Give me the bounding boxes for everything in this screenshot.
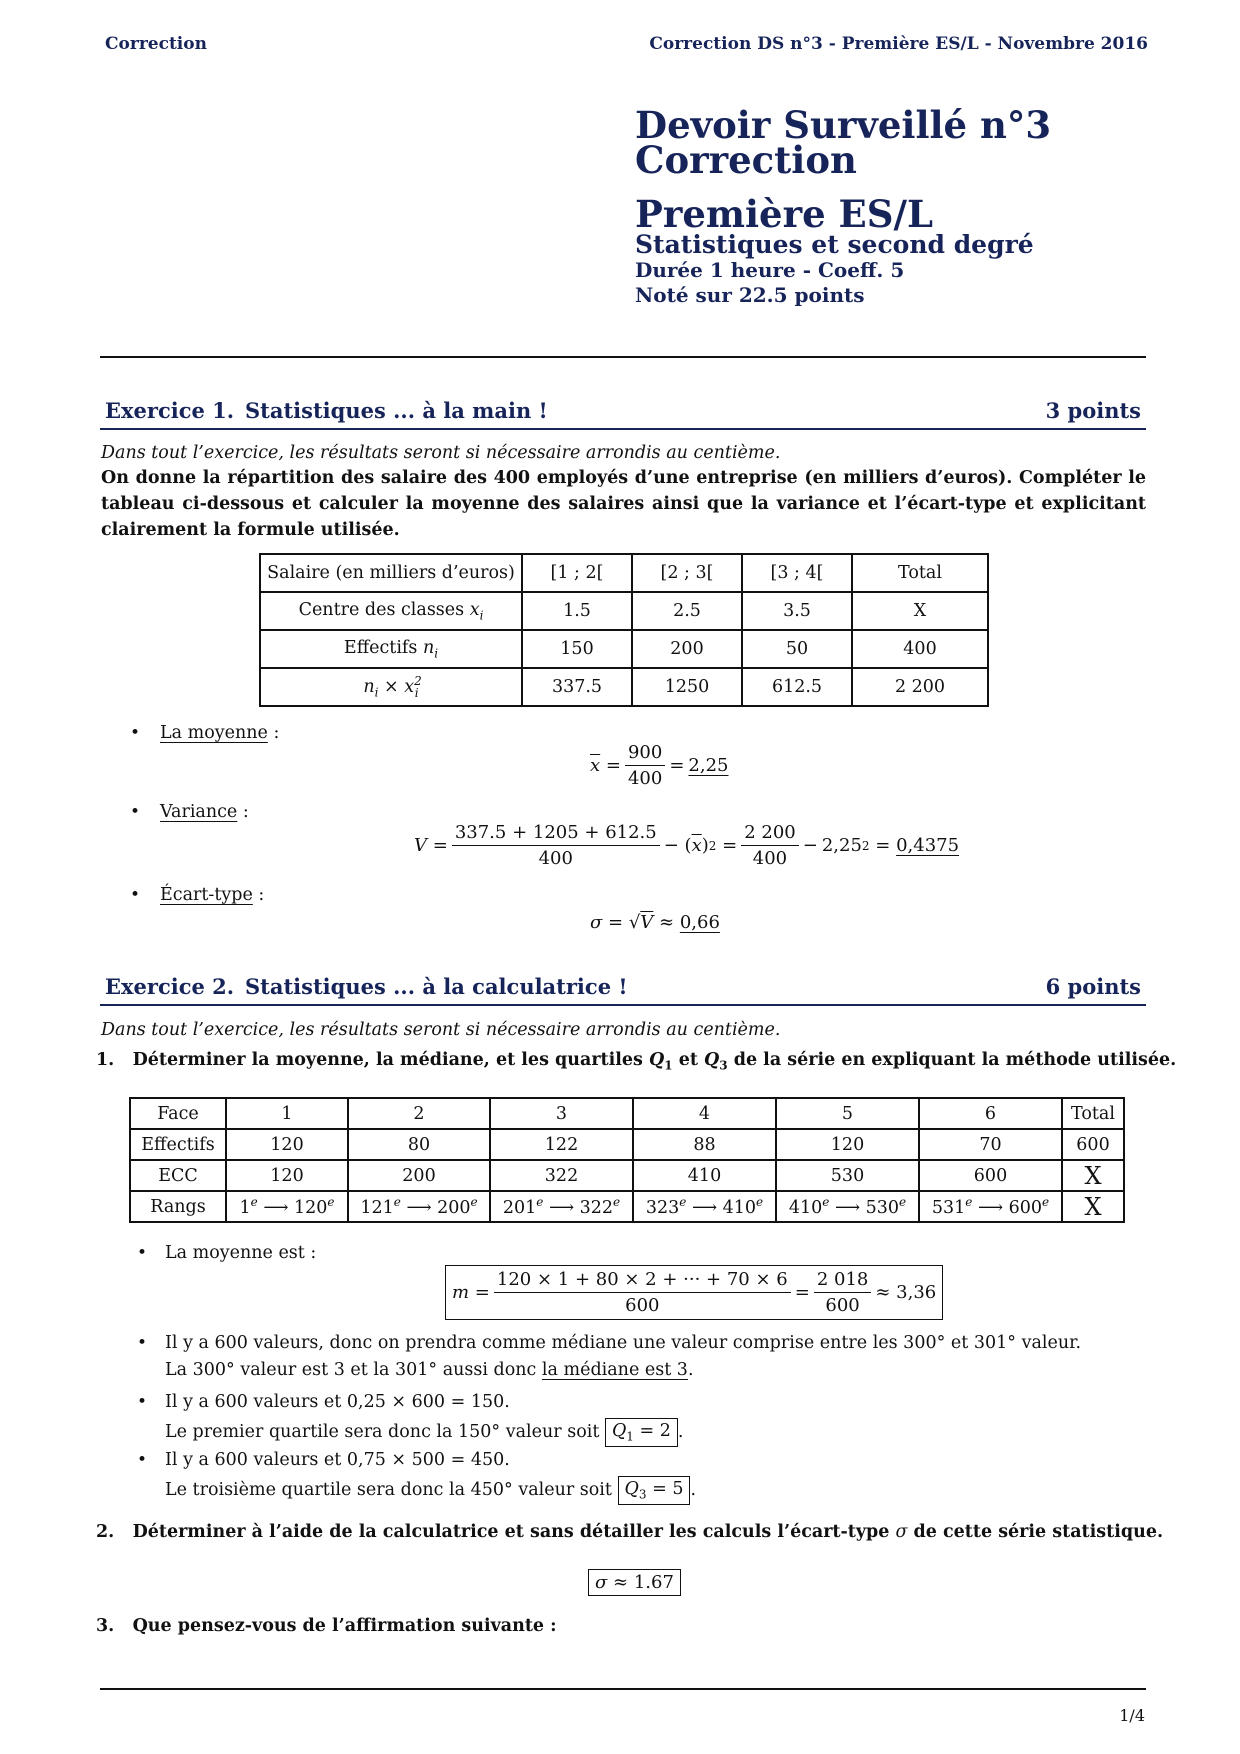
title-block (635, 103, 1052, 308)
table-cell: [1 ; 2[ (522, 554, 632, 592)
variance-equation: V = $\frac{337.5 + 1205 + 612.5}{400}$ − ( $\overline{x}$ ) 2 = $\frac{2 200}{400}$ − 2,25 2 = 0,4375 (414, 822, 960, 869)
table-cell: 3 (490, 1098, 633, 1129)
bullet-icon: • (130, 723, 141, 743)
exercise2-intro: Dans tout l’exercice, les résultats seront si nécessaire arrondis au centième. (101, 1020, 781, 1040)
table-cell: 322 (490, 1160, 633, 1191)
table-cell: 121e ⟶ 200e (348, 1191, 490, 1222)
math-ni-xi2: $n_i \times x^2_i$ (363, 674, 422, 700)
bullet-icon: • (130, 885, 141, 905)
table-cell: 88 (633, 1129, 776, 1160)
table-cell: 530 (776, 1160, 919, 1191)
sigma-box: σ ≈ 1.67 (588, 1569, 681, 1596)
table-cell: Rangs (130, 1191, 226, 1222)
table-cell: Salaire (en milliers d’euros) (260, 554, 522, 592)
table-cell: 1e ⟶ 120e (226, 1191, 348, 1222)
q1-line1: Il y a 600 valeurs et 0,25 × 600 = 150. (165, 1392, 510, 1412)
title-line1: Devoir Surveillé n°3 (635, 103, 1052, 147)
table-cell: 600 (919, 1160, 1062, 1191)
table-cell: 2 200 (852, 668, 988, 706)
table-cell (260, 592, 522, 630)
table-row (260, 592, 988, 630)
table-cell: 337.5 (522, 668, 632, 706)
table-cell: 410 (633, 1160, 776, 1191)
table-cell: Effectifs (130, 1129, 226, 1160)
exercise2-table (129, 1097, 1125, 1223)
table-cell: 50 (742, 630, 852, 668)
table-cell: 2.5 (632, 592, 742, 630)
ex2-moyenne-den2: 600 (825, 1295, 860, 1316)
table-cell: 531e ⟶ 600e (919, 1191, 1062, 1222)
exercise2-heading (100, 974, 1146, 1006)
table-cell (260, 630, 522, 668)
math-ni: $n_i$ (422, 637, 439, 661)
q3-box: $Q_3 = 5$ (618, 1476, 691, 1505)
title-line3: Première ES/L (635, 192, 933, 236)
table-cell: 120 (226, 1160, 348, 1191)
q1-line2: Le premier quartile sera donc la 150° valeur soit $Q_1 = 2$ . (165, 1418, 683, 1447)
table-cell: 400 (852, 630, 988, 668)
table-row (130, 1191, 1124, 1222)
table-row (260, 554, 988, 592)
moyenne-equation: $\overline{x}$ = $\frac{900}{400}$ = 2,25 (590, 742, 729, 789)
table-cell: 410e ⟶ 530e (776, 1191, 919, 1222)
table-cell: X (1062, 1191, 1124, 1222)
table-cell: 6 (919, 1098, 1062, 1129)
table-cell: 70 (919, 1129, 1062, 1160)
moyenne-den: 400 (627, 768, 663, 789)
q3-line2: Le troisième quartile sera donc la 450° valeur soit $Q_3 = 5$ . (165, 1476, 696, 1505)
ex2-moyenne-text: La moyenne est : (165, 1243, 317, 1263)
table-cell: X (1062, 1160, 1124, 1191)
table-cell: 150 (522, 630, 632, 668)
header-right: Correction DS n°3 - Première ES/L - Novembre 2016 (649, 34, 1148, 54)
bullet-icon: • (137, 1243, 148, 1263)
table-cell: 5 (776, 1098, 919, 1129)
title-line5: Durée 1 heure - Coeff. 5 (635, 258, 905, 282)
moyenne-result: 2,25 (688, 755, 729, 776)
table-row (130, 1098, 1124, 1129)
table-cell: 1 (226, 1098, 348, 1129)
table-cell: 600 (1062, 1129, 1124, 1160)
divider-bottom (100, 1688, 1146, 1690)
table-cell: 1.5 (522, 592, 632, 630)
table-cell: 200 (632, 630, 742, 668)
math-xi: $x_i$ (469, 599, 484, 623)
centre-label: Centre des classes (298, 599, 465, 620)
ex2-moyenne-num2: 2 018 (814, 1269, 872, 1293)
table-cell: Total (1062, 1098, 1124, 1129)
table-cell: 1250 (632, 668, 742, 706)
exercise1-number: Exercice 1. (105, 398, 235, 423)
question1: 1. Déterminer la moyenne, la médiane, et les quartiles $Q_1$ et $Q_3$ de la série en expliquant la méthode utilisée. (96, 1050, 1177, 1073)
q3-line1: Il y a 600 valeurs et 0,75 × 500 = 450. (165, 1450, 510, 1470)
exercise1-points: 3 points (1045, 398, 1141, 423)
effectifs-label: Effectifs (343, 637, 418, 658)
table-cell: 3.5 (742, 592, 852, 630)
table-cell: 200 (348, 1160, 490, 1191)
variance-den2: 400 (752, 848, 788, 869)
title-line6: Noté sur 22.5 points (635, 283, 865, 307)
ecart-equation: σ = √ V ≈ 0,66 (590, 912, 720, 933)
mediane-line2: La 300° valeur est 3 et la 301° aussi donc la médiane est 3. (165, 1360, 694, 1380)
table-cell: 120 (776, 1129, 919, 1160)
exercise2-title: Statistiques ... à la calculatrice ! (245, 974, 628, 999)
table-row (260, 668, 988, 706)
ex2-moyenne-equation: m = $\frac{120 \times 1 + 80 \times 2 + \cdot\cdot\cdot + 70 \times 6}{600}$ = $\frac{2 018}{600}$ ≈ 3,36 (445, 1265, 943, 1320)
table-row (260, 630, 988, 668)
table-cell: ECC (130, 1160, 226, 1191)
table-cell: 323e ⟶ 410e (633, 1191, 776, 1222)
table-cell: 4 (633, 1098, 776, 1129)
ex2-moyenne-den: 600 (625, 1295, 660, 1316)
question3: 3. Que pensez-vous de l’affirmation suivante : (96, 1616, 557, 1636)
table-cell: 122 (490, 1129, 633, 1160)
moyenne-label: La moyenne : (160, 723, 280, 743)
sigma-value: 1.67 (633, 1572, 674, 1593)
table-cell: X (852, 592, 988, 630)
table-cell: [3 ; 4[ (742, 554, 852, 592)
exercise2-number: Exercice 2. (105, 974, 235, 999)
q1-box: $Q_1 = 2$ (605, 1418, 678, 1447)
exercise1-heading (100, 398, 1146, 430)
page-number: 1/4 (1119, 1706, 1145, 1725)
bullet-icon: • (137, 1450, 148, 1470)
moyenne-num: 900 (625, 742, 665, 766)
table-cell: 2 (348, 1098, 490, 1129)
table-cell: Total (852, 554, 988, 592)
table-cell (260, 668, 522, 706)
table-row (130, 1160, 1124, 1191)
bullet-icon: • (130, 802, 141, 822)
bullet-icon: • (137, 1392, 148, 1412)
exercise1-title: Statistiques ... à la main ! (245, 398, 548, 423)
ex2-moyenne-result: 3,36 (896, 1282, 937, 1303)
exercise2-points: 6 points (1045, 974, 1141, 999)
variance-den: 400 (538, 848, 573, 869)
ecart-label: Écart-type : (160, 885, 265, 905)
ecart-result: 0,66 (679, 912, 720, 933)
table-cell: [2 ; 3[ (632, 554, 742, 592)
divider-top (100, 356, 1146, 358)
variance-label: Variance : (160, 802, 249, 822)
table-row (130, 1129, 1124, 1160)
question2: 2. Déterminer à l’aide de la calculatrice et sans détailler les calculs l’écart-type σ de cette série statistique. (96, 1522, 1164, 1542)
variance-term: 2,25 (821, 835, 862, 856)
title-line4: Statistiques et second degré (635, 230, 1034, 259)
table-cell: Face (130, 1098, 226, 1129)
table-cell: 612.5 (742, 668, 852, 706)
exercise1-prompt: On donne la répartition des salaire des 400 employés d’une entreprise (en milliers d’euros). Compléter le tableau ci-dessous et calculer la moyenne des salaires ainsi que la variance et l’écart-type et explicitant clairement la formule utilisée. (101, 468, 1146, 540)
title-line2: Correction (635, 138, 857, 182)
bullet-icon: • (137, 1333, 148, 1353)
variance-num: 337.5 + 1205 + 612.5 (452, 822, 660, 846)
exercise1-table (259, 553, 989, 707)
table-cell: 120 (226, 1129, 348, 1160)
header-left: Correction (105, 34, 207, 54)
variance-result: 0,4375 (896, 835, 960, 856)
mediane-line1: Il y a 600 valeurs, donc on prendra comme médiane une valeur comprise entre les 300° et 301° valeur. (165, 1333, 1082, 1353)
exercise1-intro: Dans tout l’exercice, les résultats seront si nécessaire arrondis au centième. (101, 443, 781, 463)
ex2-moyenne-num: 120 × 1 + 80 × 2 + ··· + 70 × 6 (494, 1269, 791, 1293)
table-cell: 201e ⟶ 322e (490, 1191, 633, 1222)
table-cell: 80 (348, 1129, 490, 1160)
variance-num2: 2 200 (741, 822, 799, 846)
